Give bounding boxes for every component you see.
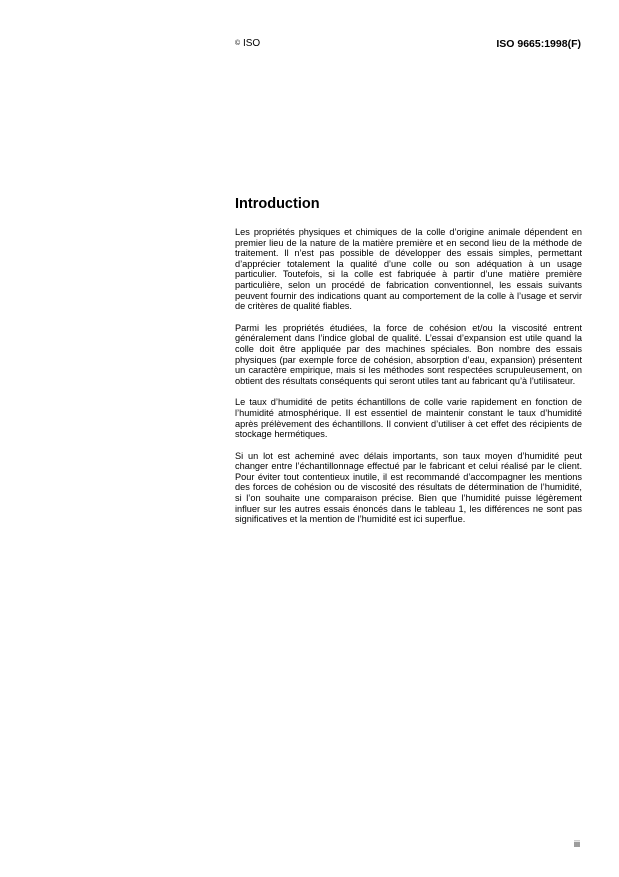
page-number: iii [574, 839, 580, 849]
header-copyright [235, 38, 260, 50]
paragraph-2: Parmi les propriétés étudiées, la force de cohésion et/ou la viscosité entrent généralement dans l’indice global de qualité. L’essai d’expansion est utile quand la colle doit être appliquée par des machines spéciales. Bon nombre des essais physiques (par exemple force de cohésion, absorption d’eau, expansion) présentent un caractère empirique, mais si les méthodes sont respectées scrupuleusement, on obtient des résultats conséquents qui seront utiles tant au fabricant qu’à l’utilisateur. [235, 322, 582, 386]
paragraph-1: Les propriétés physiques et chimiques de la colle d’origine animale dépendent en premier lieu de la nature de la matière première et en second lieu de la méthode de traitement. Il n’est pas possible de développer des essais simples, permettant d’apprécier totalement la qualité d’une colle ou son adéquation à un usage particulier. Toutefois, si la colle est fabriquée à partir d’une matière première particulière, selon un procédé de fabrication conventionnel, les essais suivants peuvent fournir des indications quant au comportement de la colle à l’usage et servir de critères de qualité fiables. [235, 227, 582, 312]
copyright-org: ISO [242, 38, 261, 49]
paragraph-3: Le taux d’humidité de petits échantillons de colle varie rapidement en fonction de l’humidité atmosphérique. Il est essentiel de maintenir constant le taux d’humidité après prélèvement des échantillons. Il convient d’utiliser à cet effet des récipients de stockage hermétiques. [235, 397, 582, 440]
standard-identifier: ISO 9665:1998(F) [496, 38, 581, 50]
paragraph-4: Si un lot est acheminé avec délais importants, son taux moyen d’humidité peut changer entre l’échantillonnage effectué par le fabricant et celui réalisé par le client. Pour éviter tout contentieux inutile, il est recommandé d’accompagner les mentions des forces de cohésion ou de viscosité des résultats de détermination de l’humidité, si l’on souhaite une comparaison précise. Bien que l’humidité puisse légèrement influer sur les autres essais énoncés dans le tableau 1, les différences ne sont pas significatives et la mention de l’humidité est ici superflue. [235, 450, 582, 525]
copyright-symbol: © [235, 40, 241, 47]
introduction-section [235, 195, 582, 536]
section-title: Introduction [235, 196, 320, 212]
